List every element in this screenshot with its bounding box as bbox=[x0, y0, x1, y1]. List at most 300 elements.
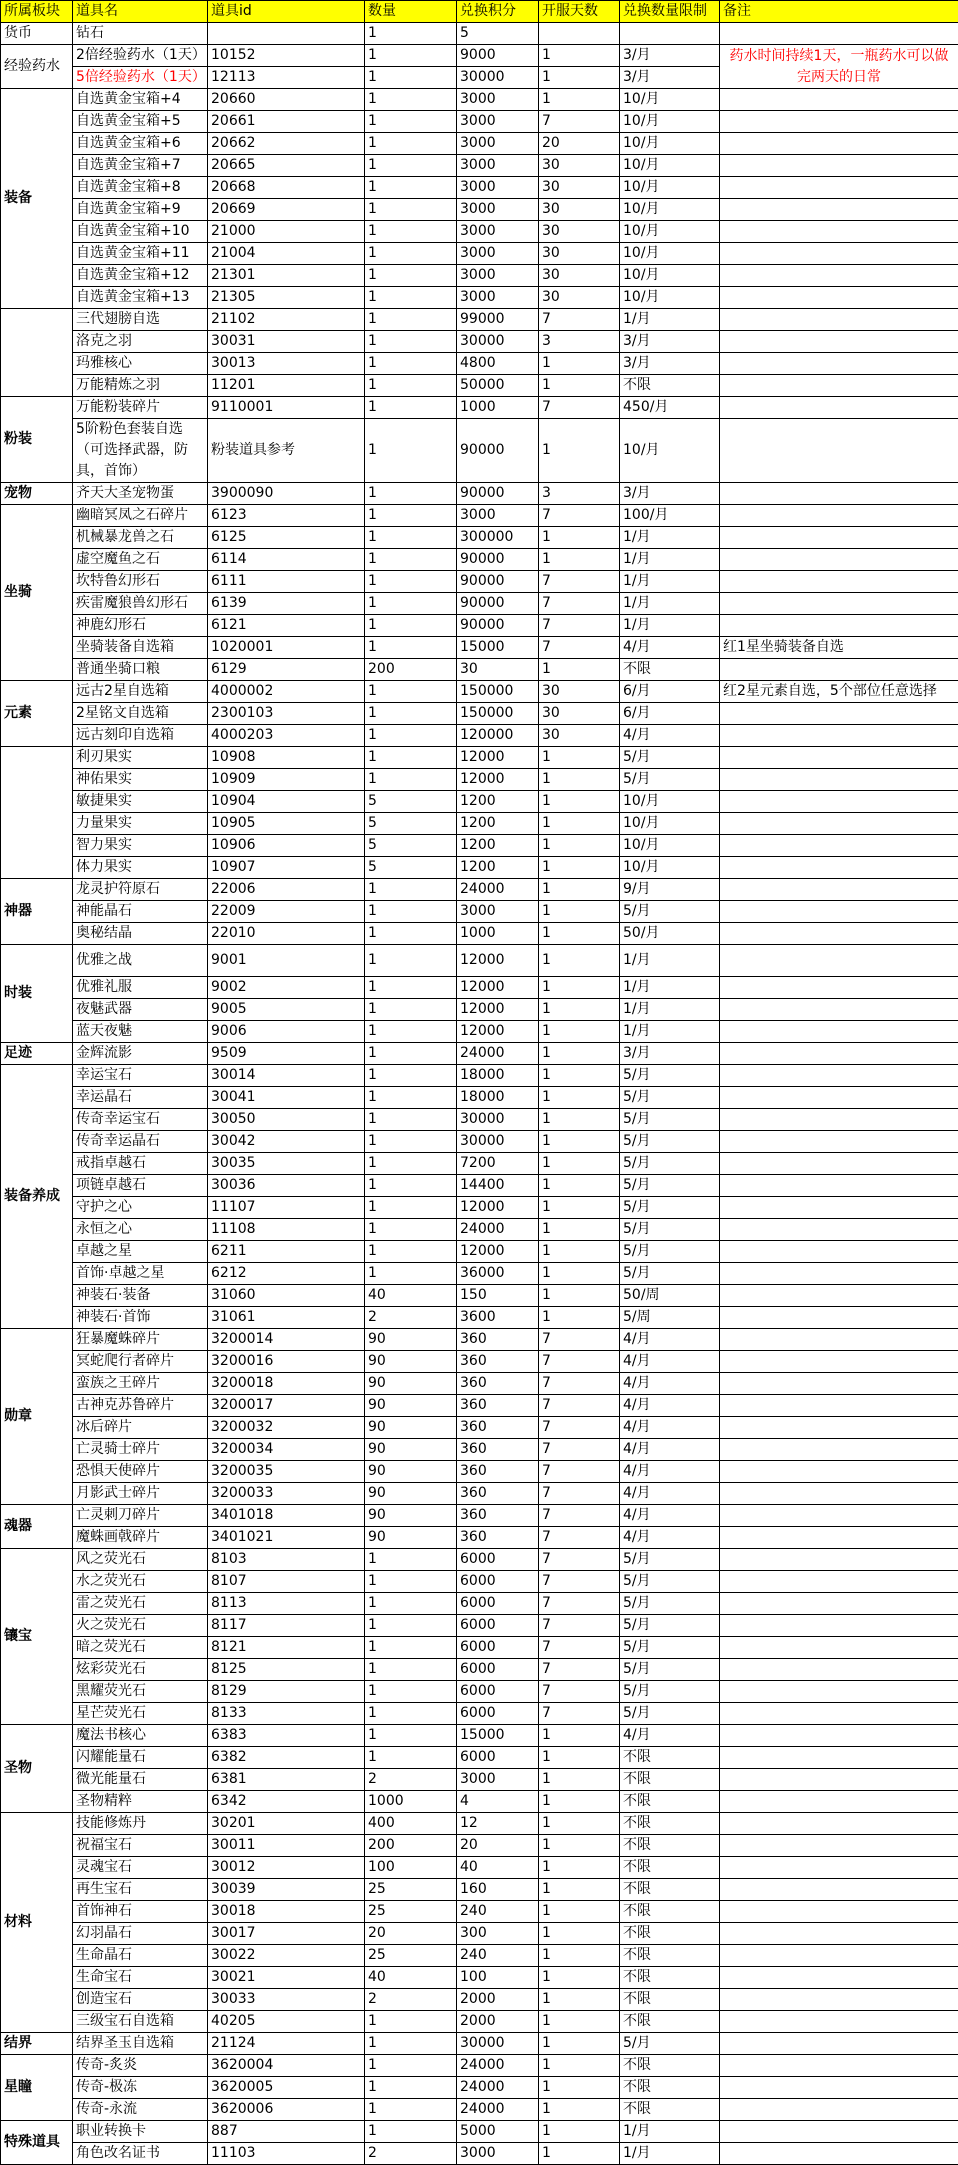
table-row bbox=[1, 1307, 958, 1329]
cell-item-name: 灵魂宝石 bbox=[73, 1857, 208, 1879]
cell-item-name: 冰后碎片 bbox=[73, 1417, 208, 1439]
cell-item-name: 蓝天夜魅 bbox=[73, 1021, 208, 1043]
cell-item-id: 9006 bbox=[208, 1021, 365, 1043]
cell-remark bbox=[720, 155, 958, 177]
cell-limit: 10/月 bbox=[620, 419, 720, 483]
cell-item-id: 20661 bbox=[208, 111, 365, 133]
cell-server-days: 3 bbox=[539, 331, 620, 353]
cell-limit: 5/月 bbox=[620, 1153, 720, 1175]
cell-quantity: 1 bbox=[365, 725, 457, 747]
cell-limit: 不限 bbox=[620, 2055, 720, 2077]
cell-remark bbox=[720, 1461, 958, 1483]
cell-limit: 10/月 bbox=[620, 857, 720, 879]
cell-points: 90000 bbox=[457, 593, 539, 615]
cell-item-name: 魔法书核心 bbox=[73, 1725, 208, 1747]
cell-item-name: 远古刻印自选箱 bbox=[73, 725, 208, 747]
cell-item-name: 2星铭文自选箱 bbox=[73, 703, 208, 725]
cell-points: 3000 bbox=[457, 199, 539, 221]
cell-server-days: 1 bbox=[539, 375, 620, 397]
cell-item-id: 10908 bbox=[208, 747, 365, 769]
cell-server-days: 30 bbox=[539, 681, 620, 703]
cell-points: 24000 bbox=[457, 1043, 539, 1065]
cell-server-days bbox=[539, 23, 620, 45]
cell-quantity: 1 bbox=[365, 89, 457, 111]
cell-server-days: 7 bbox=[539, 1681, 620, 1703]
cell-quantity: 1 bbox=[365, 353, 457, 375]
cell-server-days: 7 bbox=[539, 593, 620, 615]
cell-quantity: 1 bbox=[365, 155, 457, 177]
cell-remark bbox=[720, 1329, 958, 1351]
table-row bbox=[1, 505, 958, 527]
cell-points: 360 bbox=[457, 1483, 539, 1505]
cell-item-name: 首饰神石 bbox=[73, 1901, 208, 1923]
cell-item-name: 闪耀能量石 bbox=[73, 1747, 208, 1769]
table-row bbox=[1, 593, 958, 615]
cell-limit: 不限 bbox=[620, 1879, 720, 1901]
cell-item-id: 21004 bbox=[208, 243, 365, 265]
cell-item-name: 自选黄金宝箱+5 bbox=[73, 111, 208, 133]
cell-server-days: 7 bbox=[539, 309, 620, 331]
cell-limit: 10/月 bbox=[620, 111, 720, 133]
cell-limit: 不限 bbox=[620, 1813, 720, 1835]
cell-item-name: 暗之荧光石 bbox=[73, 1637, 208, 1659]
cell-quantity: 1 bbox=[365, 287, 457, 309]
cell-server-days: 30 bbox=[539, 243, 620, 265]
cell-server-days: 30 bbox=[539, 725, 620, 747]
cell-limit: 不限 bbox=[620, 1747, 720, 1769]
cell-limit: 10/月 bbox=[620, 835, 720, 857]
cell-points: 300 bbox=[457, 1923, 539, 1945]
cell-points: 90000 bbox=[457, 483, 539, 505]
cell-remark bbox=[720, 2121, 958, 2143]
cell-item-name: 神装石·首饰 bbox=[73, 1307, 208, 1329]
cell-points: 150000 bbox=[457, 681, 539, 703]
cell-quantity: 1 bbox=[365, 1065, 457, 1087]
table-row bbox=[1, 1197, 958, 1219]
cell-limit: 10/月 bbox=[620, 221, 720, 243]
cell-server-days: 1 bbox=[539, 2077, 620, 2099]
cell-server-days: 1 bbox=[539, 747, 620, 769]
table-row bbox=[1, 1571, 958, 1593]
cell-server-days: 7 bbox=[539, 1439, 620, 1461]
cell-points: 12000 bbox=[457, 945, 539, 977]
cell-item-name: 虚空魔鱼之石 bbox=[73, 549, 208, 571]
cell-server-days: 1 bbox=[539, 89, 620, 111]
cell-server-days: 1 bbox=[539, 857, 620, 879]
cell-remark bbox=[720, 1681, 958, 1703]
cell-item-id: 6211 bbox=[208, 1241, 365, 1263]
table-row bbox=[1, 681, 958, 703]
table-row bbox=[1, 835, 958, 857]
table-row bbox=[1, 571, 958, 593]
cell-item-id: 30039 bbox=[208, 1879, 365, 1901]
cell-item-name: 齐天大圣宠物蛋 bbox=[73, 483, 208, 505]
cell-item-name: 优雅之战 bbox=[73, 945, 208, 977]
cell-item-id: 11103 bbox=[208, 2143, 365, 2165]
table-row bbox=[1, 1351, 958, 1373]
table-row bbox=[1, 483, 958, 505]
cell-quantity: 1 bbox=[365, 593, 457, 615]
cell-points: 4 bbox=[457, 1791, 539, 1813]
table-row bbox=[1, 2033, 958, 2055]
cell-quantity: 1 bbox=[365, 1747, 457, 1769]
cell-item-name: 洛克之羽 bbox=[73, 331, 208, 353]
cell-server-days: 1 bbox=[539, 419, 620, 483]
cell-points: 360 bbox=[457, 1329, 539, 1351]
cell-server-days: 1 bbox=[539, 2099, 620, 2121]
cell-item-name: 戒指卓越石 bbox=[73, 1153, 208, 1175]
cell-points: 3000 bbox=[457, 177, 539, 199]
cell-points: 6000 bbox=[457, 1637, 539, 1659]
cell-remark bbox=[720, 1615, 958, 1637]
cell-limit: 5/月 bbox=[620, 1197, 720, 1219]
table-row bbox=[1, 1725, 958, 1747]
cell-limit: 5/周 bbox=[620, 1307, 720, 1329]
cell-item-name: 夜魅武器 bbox=[73, 999, 208, 1021]
cell-item-id: 6121 bbox=[208, 615, 365, 637]
cell-points: 40 bbox=[457, 1857, 539, 1879]
cell-limit: 4/月 bbox=[620, 1439, 720, 1461]
cell-item-id: 30011 bbox=[208, 1835, 365, 1857]
cell-item-id: 1020001 bbox=[208, 637, 365, 659]
cell-server-days: 1 bbox=[539, 1109, 620, 1131]
cell-item-name: 祝福宝石 bbox=[73, 1835, 208, 1857]
cell-item-id: 3401018 bbox=[208, 1505, 365, 1527]
table-row bbox=[1, 1483, 958, 1505]
cell-points: 3000 bbox=[457, 901, 539, 923]
table-row bbox=[1, 2143, 958, 2165]
cell-points: 6000 bbox=[457, 1571, 539, 1593]
cell-limit: 不限 bbox=[620, 2011, 720, 2033]
cell-server-days: 1 bbox=[539, 1065, 620, 1087]
cell-item-name: 恐惧天使碎片 bbox=[73, 1461, 208, 1483]
cell-points: 360 bbox=[457, 1417, 539, 1439]
cell-server-days: 30 bbox=[539, 199, 620, 221]
cell-item-id: 30035 bbox=[208, 1153, 365, 1175]
cell-points: 6000 bbox=[457, 1593, 539, 1615]
table-row bbox=[1, 1637, 958, 1659]
cell-quantity: 2 bbox=[365, 1307, 457, 1329]
cell-item-id: 30018 bbox=[208, 1901, 365, 1923]
cell-item-id: 30033 bbox=[208, 1989, 365, 2011]
cell-quantity: 1 bbox=[365, 67, 457, 89]
cell-server-days: 1 bbox=[539, 1263, 620, 1285]
cell-points: 6000 bbox=[457, 1549, 539, 1571]
cell-item-name: 永恒之心 bbox=[73, 1219, 208, 1241]
cell-item-id: 6381 bbox=[208, 1769, 365, 1791]
cell-item-name: 神鹿幻形石 bbox=[73, 615, 208, 637]
table-row bbox=[1, 549, 958, 571]
cell-item-id: 6129 bbox=[208, 659, 365, 681]
cell-server-days: 1 bbox=[539, 1923, 620, 1945]
cell-limit: 50/月 bbox=[620, 923, 720, 945]
cell-points: 4800 bbox=[457, 353, 539, 375]
cell-item-id: 30017 bbox=[208, 1923, 365, 1945]
cell-quantity: 90 bbox=[365, 1329, 457, 1351]
cell-points: 90000 bbox=[457, 419, 539, 483]
cell-points: 3000 bbox=[457, 155, 539, 177]
cell-points: 1200 bbox=[457, 813, 539, 835]
cell-limit: 5/月 bbox=[620, 1219, 720, 1241]
cell-item-id: 9005 bbox=[208, 999, 365, 1021]
cell-points: 12 bbox=[457, 1813, 539, 1835]
cell-remark bbox=[720, 1131, 958, 1153]
table-row bbox=[1, 309, 958, 331]
cell-item-name: 利刃果实 bbox=[73, 747, 208, 769]
cell-points: 1200 bbox=[457, 857, 539, 879]
cell-item-name: 力量果实 bbox=[73, 813, 208, 835]
cell-item-name: 技能修炼丹 bbox=[73, 1813, 208, 1835]
table-row bbox=[1, 45, 958, 67]
cell-limit: 5/月 bbox=[620, 1175, 720, 1197]
cell-item-name: 钻石 bbox=[73, 23, 208, 45]
cell-limit: 1/月 bbox=[620, 945, 720, 977]
cell-remark bbox=[720, 2011, 958, 2033]
cell-quantity: 1 bbox=[365, 1153, 457, 1175]
cell-limit: 5/月 bbox=[620, 1263, 720, 1285]
cell-item-name: 守护之心 bbox=[73, 1197, 208, 1219]
cell-points: 100 bbox=[457, 1967, 539, 1989]
cell-item-name: 月影武士碎片 bbox=[73, 1483, 208, 1505]
cell-item-id: 20662 bbox=[208, 133, 365, 155]
cell-server-days: 7 bbox=[539, 111, 620, 133]
category-cell: 装备 bbox=[1, 89, 73, 309]
cell-item-id: 31061 bbox=[208, 1307, 365, 1329]
table-row bbox=[1, 615, 958, 637]
cell-points: 3000 bbox=[457, 133, 539, 155]
cell-remark bbox=[720, 1241, 958, 1263]
cell-limit: 不限 bbox=[620, 2077, 720, 2099]
header-item-name: 道具名 bbox=[73, 1, 208, 23]
cell-limit: 4/月 bbox=[620, 1395, 720, 1417]
table-row bbox=[1, 111, 958, 133]
cell-server-days: 7 bbox=[539, 1351, 620, 1373]
cell-remark bbox=[720, 419, 958, 483]
cell-points: 6000 bbox=[457, 1659, 539, 1681]
header-remark: 备注 bbox=[720, 1, 958, 23]
cell-remark bbox=[720, 1813, 958, 1835]
cell-item-name: 卓越之星 bbox=[73, 1241, 208, 1263]
cell-quantity: 1 bbox=[365, 923, 457, 945]
cell-item-id: 30201 bbox=[208, 1813, 365, 1835]
cell-points: 24000 bbox=[457, 2055, 539, 2077]
cell-item-name: 传奇-炙炎 bbox=[73, 2055, 208, 2077]
cell-server-days: 1 bbox=[539, 1791, 620, 1813]
cell-remark bbox=[720, 1835, 958, 1857]
cell-limit: 10/月 bbox=[620, 265, 720, 287]
cell-remark bbox=[720, 287, 958, 309]
cell-remark bbox=[720, 177, 958, 199]
cell-limit: 5/月 bbox=[620, 1615, 720, 1637]
cell-item-name: 传奇幸运晶石 bbox=[73, 1131, 208, 1153]
cell-item-id: 3200032 bbox=[208, 1417, 365, 1439]
cell-quantity: 1 bbox=[365, 615, 457, 637]
cell-quantity: 1 bbox=[365, 879, 457, 901]
cell-server-days: 30 bbox=[539, 155, 620, 177]
cell-item-id: 30022 bbox=[208, 1945, 365, 1967]
cell-item-id: 30042 bbox=[208, 1131, 365, 1153]
cell-server-days: 30 bbox=[539, 265, 620, 287]
cell-remark bbox=[720, 901, 958, 923]
cell-quantity: 1 bbox=[365, 265, 457, 287]
cell-quantity: 1 bbox=[365, 1571, 457, 1593]
cell-points: 3000 bbox=[457, 2143, 539, 2165]
cell-points: 360 bbox=[457, 1505, 539, 1527]
cell-quantity: 1 bbox=[365, 1615, 457, 1637]
cell-item-name: 狂暴魔蛛碎片 bbox=[73, 1329, 208, 1351]
cell-quantity: 1 bbox=[365, 1197, 457, 1219]
cell-limit: 1/月 bbox=[620, 571, 720, 593]
cell-remark bbox=[720, 1593, 958, 1615]
cell-server-days: 7 bbox=[539, 1329, 620, 1351]
cell-points: 14400 bbox=[457, 1175, 539, 1197]
cell-quantity: 400 bbox=[365, 1813, 457, 1835]
table-row bbox=[1, 287, 958, 309]
cell-remark bbox=[720, 571, 958, 593]
cell-item-id: 8113 bbox=[208, 1593, 365, 1615]
cell-remark bbox=[720, 1351, 958, 1373]
cell-points: 15000 bbox=[457, 1725, 539, 1747]
cell-remark bbox=[720, 549, 958, 571]
cell-item-id: 11201 bbox=[208, 375, 365, 397]
cell-points: 15000 bbox=[457, 637, 539, 659]
cell-server-days: 1 bbox=[539, 1901, 620, 1923]
cell-limit: 1/月 bbox=[620, 2143, 720, 2165]
table-row bbox=[1, 1263, 958, 1285]
table-row bbox=[1, 1439, 958, 1461]
cell-item-id: 20668 bbox=[208, 177, 365, 199]
cell-server-days: 1 bbox=[539, 549, 620, 571]
table-row bbox=[1, 419, 958, 483]
cell-server-days: 1 bbox=[539, 2143, 620, 2165]
cell-quantity: 40 bbox=[365, 1285, 457, 1307]
cell-quantity: 1 bbox=[365, 2011, 457, 2033]
cell-server-days: 1 bbox=[539, 1307, 620, 1329]
cell-item-id: 8129 bbox=[208, 1681, 365, 1703]
cell-limit: 1/月 bbox=[620, 309, 720, 331]
cell-server-days: 7 bbox=[539, 1373, 620, 1395]
cell-quantity: 5 bbox=[365, 813, 457, 835]
cell-remark bbox=[720, 221, 958, 243]
cell-remark bbox=[720, 1923, 958, 1945]
cell-limit: 4/月 bbox=[620, 1373, 720, 1395]
cell-quantity: 1 bbox=[365, 483, 457, 505]
cell-remark bbox=[720, 1153, 958, 1175]
category-cell: 镶宝 bbox=[1, 1549, 73, 1725]
cell-item-id: 8133 bbox=[208, 1703, 365, 1725]
cell-points: 30000 bbox=[457, 331, 539, 353]
cell-quantity: 1 bbox=[365, 703, 457, 725]
cell-limit: 5/月 bbox=[620, 1659, 720, 1681]
cell-item-id: 10152 bbox=[208, 45, 365, 67]
table-row bbox=[1, 199, 958, 221]
cell-server-days: 7 bbox=[539, 1461, 620, 1483]
cell-item-id: 6111 bbox=[208, 571, 365, 593]
cell-item-name: 万能粉装碎片 bbox=[73, 397, 208, 419]
cell-quantity: 25 bbox=[365, 1901, 457, 1923]
cell-server-days: 1 bbox=[539, 353, 620, 375]
cell-quantity: 1 bbox=[365, 331, 457, 353]
category-cell: 圣物 bbox=[1, 1725, 73, 1813]
cell-item-name: 自选黄金宝箱+13 bbox=[73, 287, 208, 309]
cell-limit: 1/月 bbox=[620, 2121, 720, 2143]
category-cell: 神器 bbox=[1, 879, 73, 945]
cell-remark bbox=[720, 2077, 958, 2099]
cell-item-id: 3200014 bbox=[208, 1329, 365, 1351]
cell-points: 24000 bbox=[457, 2077, 539, 2099]
cell-item-id: 2300103 bbox=[208, 703, 365, 725]
table-row bbox=[1, 1065, 958, 1087]
cell-item-id: 40205 bbox=[208, 2011, 365, 2033]
table-row bbox=[1, 353, 958, 375]
cell-item-name: 生命宝石 bbox=[73, 1967, 208, 1989]
cell-remark bbox=[720, 659, 958, 681]
cell-limit: 6/月 bbox=[620, 681, 720, 703]
cell-quantity: 1 bbox=[365, 527, 457, 549]
cell-server-days: 7 bbox=[539, 637, 620, 659]
cell-points: 2000 bbox=[457, 2011, 539, 2033]
cell-item-id: 21305 bbox=[208, 287, 365, 309]
cell-limit: 5/月 bbox=[620, 1131, 720, 1153]
table-row bbox=[1, 637, 958, 659]
cell-quantity: 1 bbox=[365, 977, 457, 999]
table-row bbox=[1, 1835, 958, 1857]
cell-server-days: 1 bbox=[539, 1879, 620, 1901]
cell-server-days: 7 bbox=[539, 1483, 620, 1505]
cell-item-id: 3620004 bbox=[208, 2055, 365, 2077]
cell-server-days: 1 bbox=[539, 1835, 620, 1857]
cell-quantity: 1 bbox=[365, 309, 457, 331]
cell-item-name: 玛雅核心 bbox=[73, 353, 208, 375]
cell-quantity: 1 bbox=[365, 1593, 457, 1615]
cell-remark bbox=[720, 835, 958, 857]
cell-points: 12000 bbox=[457, 1021, 539, 1043]
cell-points: 240 bbox=[457, 1945, 539, 1967]
cell-quantity: 90 bbox=[365, 1483, 457, 1505]
table-row bbox=[1, 1615, 958, 1637]
cell-quantity: 1 bbox=[365, 2055, 457, 2077]
cell-server-days: 1 bbox=[539, 2055, 620, 2077]
cell-points: 6000 bbox=[457, 1747, 539, 1769]
cell-remark bbox=[720, 1307, 958, 1329]
cell-item-id: 粉装道具参考 bbox=[208, 419, 365, 483]
cell-server-days: 1 bbox=[539, 769, 620, 791]
cell-points: 90000 bbox=[457, 571, 539, 593]
cell-limit: 1/月 bbox=[620, 977, 720, 999]
table-row bbox=[1, 265, 958, 287]
cell-item-name: 雷之荧光石 bbox=[73, 1593, 208, 1615]
table-row bbox=[1, 1417, 958, 1439]
category-cell bbox=[1, 309, 73, 397]
cell-points: 160 bbox=[457, 1879, 539, 1901]
cell-server-days: 7 bbox=[539, 1505, 620, 1527]
cell-quantity: 1 bbox=[365, 681, 457, 703]
cell-limit: 3/月 bbox=[620, 331, 720, 353]
cell-remark bbox=[720, 1901, 958, 1923]
cell-limit: 4/月 bbox=[620, 1505, 720, 1527]
cell-server-days: 1 bbox=[539, 1967, 620, 1989]
cell-server-days: 1 bbox=[539, 1219, 620, 1241]
cell-points: 150000 bbox=[457, 703, 539, 725]
cell-quantity: 1 bbox=[365, 2099, 457, 2121]
table-row bbox=[1, 1285, 958, 1307]
cell-item-id bbox=[208, 23, 365, 45]
cell-item-name: 奥秘结晶 bbox=[73, 923, 208, 945]
cell-item-id: 30013 bbox=[208, 353, 365, 375]
cell-item-name: 2倍经验药水（1天） bbox=[73, 45, 208, 67]
cell-item-name: 传奇-永流 bbox=[73, 2099, 208, 2121]
cell-item-id: 6125 bbox=[208, 527, 365, 549]
